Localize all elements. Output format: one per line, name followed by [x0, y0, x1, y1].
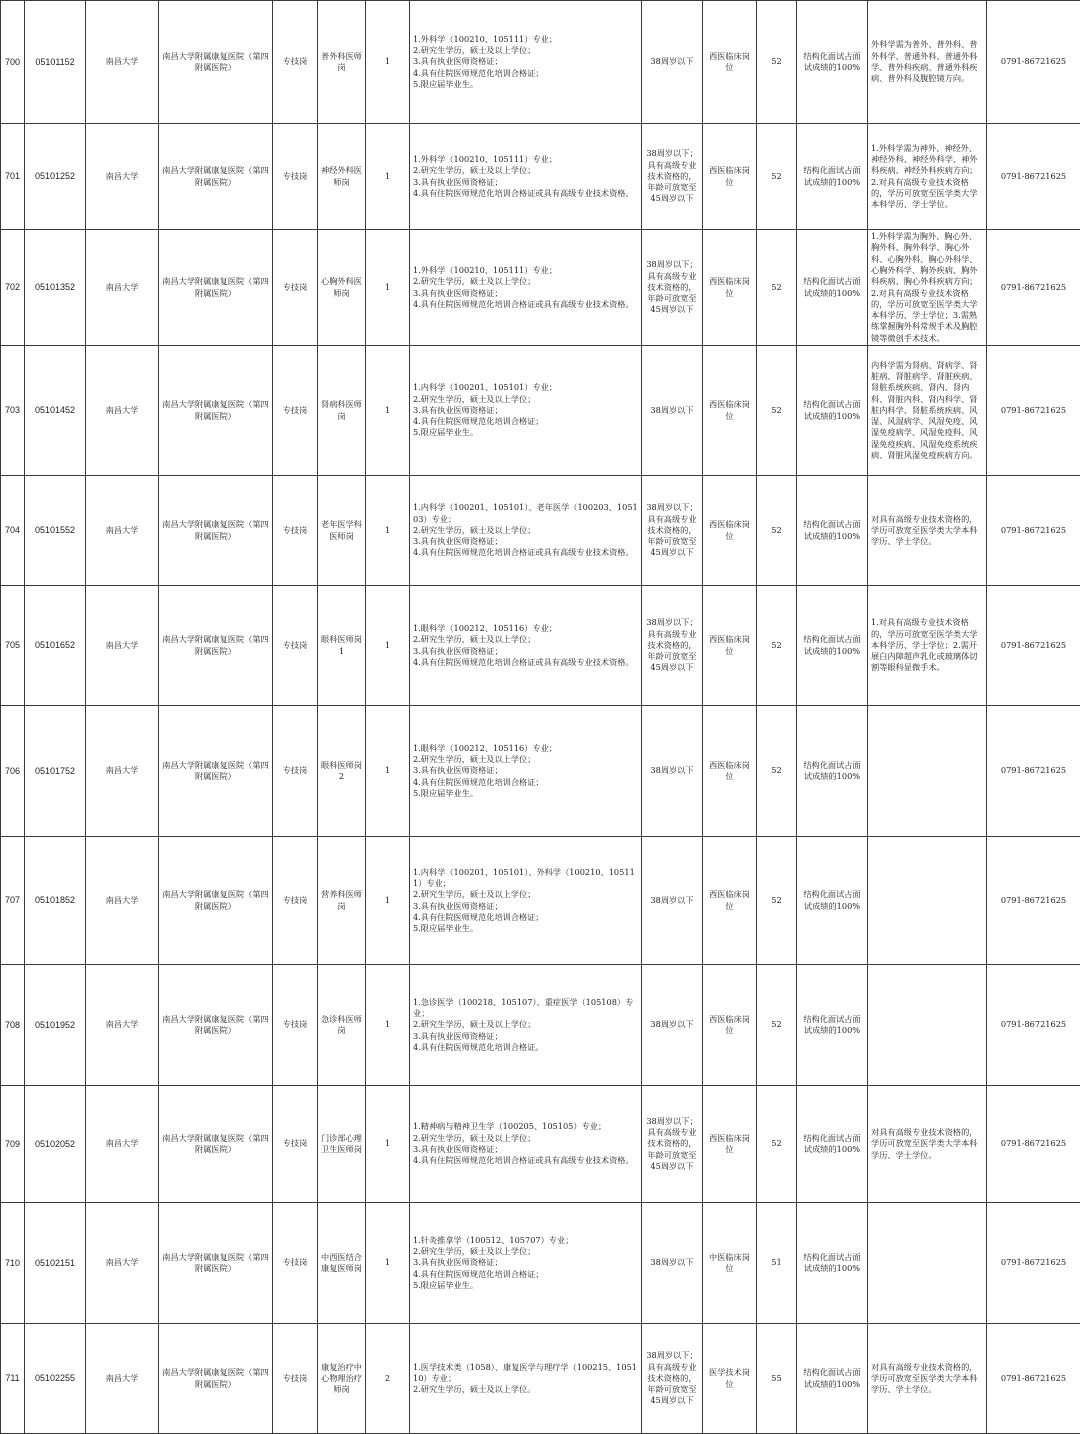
requirement-line: 4.具有住院医师规范化培训合格证或具有高级专业技术资格。 [413, 657, 638, 668]
requirement-line: 1.外科学（100210、105111）专业； [413, 265, 638, 276]
post-type-cell: 西医临床岗位 [703, 124, 757, 230]
category-cell: 专技岗 [273, 965, 318, 1086]
category-cell: 专技岗 [273, 476, 318, 586]
employer-cell: 南昌大学附属康复医院（第四附属医院） [159, 1203, 273, 1324]
interview-cell: 结构化面试占面试成绩的100% [797, 1324, 868, 1434]
unit-cell: 南昌大学 [86, 346, 159, 476]
unit-cell: 南昌大学 [86, 965, 159, 1086]
age-cell: 38周岁以下 [642, 965, 703, 1086]
notes-cell: 1.对具有高级专业技术资格的，学历可放宽至医学类大学本科学历、学士学位；2.需开展白内障超声乳化或玻璃体切割等眼科显微手术。 [868, 586, 987, 706]
requirement-line: 5.限应届毕业生。 [413, 1280, 638, 1291]
age-cell: 38周岁以下 [642, 1203, 703, 1324]
requirement-line: 3.具有执业医师资格证； [413, 536, 638, 547]
post-name-cell: 急诊科医师岗 [318, 965, 366, 1086]
requirement-line: 4.具有住院医师规范化培训合格证； [413, 416, 638, 427]
count-cell: 1 [366, 965, 410, 1086]
notes-cell: 1.外科学需为胸外、胸心外、胸外科、胸外科学、胸心外科、心胸外科、胸心外科学、心胸外科学、胸外疾病、胸外科疾病、胸心外科疾病方向；2.对具有高级专业技术资格的，学历可放宽至医学类大学本科学历、学士学位；3.需熟练掌握胸外科常规手术及胸腔镜等微创手术技术。 [868, 230, 987, 346]
employer-cell: 南昌大学附属康复医院（第四附属医院） [159, 1086, 273, 1203]
post-code-cell: 05101852 [25, 837, 86, 965]
requirements-cell [410, 346, 642, 476]
exam-code-cell: 52 [757, 837, 797, 965]
table-row [1, 1, 1080, 124]
post-type-cell: 西医临床岗位 [703, 1086, 757, 1203]
table-row [1, 586, 1080, 706]
notes-cell: 对具有高级专业技术资格的，学历可放宽至医学类大学本科学历、学士学位。 [868, 476, 987, 586]
requirement-line: 3.具有执业医师资格证； [413, 56, 638, 67]
post-name-cell: 肾病科医师岗 [318, 346, 366, 476]
interview-cell: 结构化面试占面试成绩的100% [797, 476, 868, 586]
requirements-cell [410, 230, 642, 346]
requirement-line: 1.眼科学（100212、105116）专业； [413, 743, 638, 754]
exam-code-cell: 52 [757, 965, 797, 1086]
seq-cell: 704 [1, 476, 25, 586]
requirement-line: 2.研究生学历，硕士及以上学位； [413, 1019, 638, 1030]
exam-code-cell: 52 [757, 1, 797, 124]
requirement-line: 3.具有执业医师资格证； [413, 901, 638, 912]
unit-cell: 南昌大学 [86, 124, 159, 230]
table-row [1, 1324, 1080, 1434]
notes-cell: 对具有高级专业技术资格的，学历可放宽至医学类大学本科学历、学士学位。 [868, 1324, 987, 1434]
interview-cell: 结构化面试占面试成绩的100% [797, 1, 868, 124]
requirement-line: 1.急诊医学（100218、105107）、重症医学（105108）专业； [413, 997, 638, 1020]
table-row [1, 230, 1080, 346]
requirement-line: 2.研究生学历，硕士及以上学位； [413, 394, 638, 405]
requirement-line: 4.具有住院医师规范化培训合格证； [413, 68, 638, 79]
age-cell: 38周岁以下 [642, 837, 703, 965]
exam-code-cell: 52 [757, 706, 797, 837]
exam-code-cell: 52 [757, 1086, 797, 1203]
category-cell: 专技岗 [273, 1, 318, 124]
interview-cell: 结构化面试占面试成绩的100% [797, 1203, 868, 1324]
phone-cell: 0791-86721625 [987, 476, 1080, 586]
post-type-cell: 西医临床岗位 [703, 586, 757, 706]
interview-cell: 结构化面试占面试成绩的100% [797, 586, 868, 706]
table-row [1, 706, 1080, 837]
unit-cell: 南昌大学 [86, 476, 159, 586]
requirement-line: 4.具有住院医师规范化培训合格证； [413, 1269, 638, 1280]
requirement-line: 3.具有执业医师资格证； [413, 288, 638, 299]
requirement-line: 2.研究生学历，硕士及以上学位； [413, 525, 638, 536]
notes-cell [868, 1203, 987, 1324]
requirement-line: 3.具有执业医师资格证； [413, 1144, 638, 1155]
phone-cell: 0791-86721625 [987, 837, 1080, 965]
interview-cell: 结构化面试占面试成绩的100% [797, 837, 868, 965]
requirement-line: 3.具有执业医师资格证； [413, 646, 638, 657]
post-type-cell: 医学技术岗位 [703, 1324, 757, 1434]
interview-cell: 结构化面试占面试成绩的100% [797, 230, 868, 346]
unit-cell: 南昌大学 [86, 1203, 159, 1324]
category-cell: 专技岗 [273, 1086, 318, 1203]
post-type-cell: 西医临床岗位 [703, 346, 757, 476]
unit-cell: 南昌大学 [86, 1086, 159, 1203]
age-cell: 38周岁以下；具有高级专业技术资格的，年龄可放宽至45周岁以下 [642, 230, 703, 346]
post-code-cell: 05101752 [25, 706, 86, 837]
requirement-line: 4.具有住院医师规范化培训合格证或具有高级专业技术资格。 [413, 188, 638, 199]
post-code-cell: 05102151 [25, 1203, 86, 1324]
interview-cell: 结构化面试占面试成绩的100% [797, 124, 868, 230]
requirements-cell [410, 965, 642, 1086]
post-code-cell: 05102052 [25, 1086, 86, 1203]
phone-cell: 0791-86721625 [987, 965, 1080, 1086]
requirement-line: 4.具有住院医师规范化培训合格证或具有高级专业技术资格。 [413, 299, 638, 310]
count-cell: 1 [366, 1, 410, 124]
category-cell: 专技岗 [273, 706, 318, 837]
phone-cell: 0791-86721625 [987, 1203, 1080, 1324]
post-name-cell: 神经外科医师岗 [318, 124, 366, 230]
requirements-cell [410, 476, 642, 586]
seq-cell: 703 [1, 346, 25, 476]
requirement-line: 1.眼科学（100212、105116）专业； [413, 623, 638, 634]
requirement-line: 3.具有执业医师资格证； [413, 1257, 638, 1268]
count-cell: 1 [366, 476, 410, 586]
seq-cell: 710 [1, 1203, 25, 1324]
count-cell: 1 [366, 586, 410, 706]
requirements-cell [410, 1, 642, 124]
post-name-cell: 眼科医师岗2 [318, 706, 366, 837]
employer-cell: 南昌大学附属康复医院（第四附属医院） [159, 230, 273, 346]
table-body [1, 1, 1080, 1434]
table-row [1, 965, 1080, 1086]
interview-cell: 结构化面试占面试成绩的100% [797, 706, 868, 837]
employer-cell: 南昌大学附属康复医院（第四附属医院） [159, 965, 273, 1086]
post-code-cell: 05101352 [25, 230, 86, 346]
requirements-cell [410, 1324, 642, 1434]
requirement-line: 5.限应届毕业生。 [413, 427, 638, 438]
requirements-cell [410, 124, 642, 230]
requirement-line: 1.针灸推拿学（100512、105707）专业； [413, 1235, 638, 1246]
phone-cell: 0791-86721625 [987, 124, 1080, 230]
employer-cell: 南昌大学附属康复医院（第四附属医院） [159, 706, 273, 837]
interview-cell: 结构化面试占面试成绩的100% [797, 346, 868, 476]
requirement-line: 3.具有执业医师资格证； [413, 177, 638, 188]
notes-cell [868, 965, 987, 1086]
table-row [1, 124, 1080, 230]
seq-cell: 709 [1, 1086, 25, 1203]
requirement-line: 5.限应届毕业生。 [413, 79, 638, 90]
requirement-line: 2.研究生学历，硕士及以上学位； [413, 754, 638, 765]
count-cell: 2 [366, 1324, 410, 1434]
post-code-cell: 05101152 [25, 1, 86, 124]
unit-cell: 南昌大学 [86, 1324, 159, 1434]
category-cell: 专技岗 [273, 346, 318, 476]
seq-cell: 705 [1, 586, 25, 706]
post-name-cell: 老年医学科医师岗 [318, 476, 366, 586]
exam-code-cell: 51 [757, 1203, 797, 1324]
employer-cell: 南昌大学附属康复医院（第四附属医院） [159, 346, 273, 476]
requirement-line: 2.研究生学历，硕士及以上学位； [413, 634, 638, 645]
post-name-cell: 康复治疗中心物理治疗师岗 [318, 1324, 366, 1434]
age-cell: 38周岁以下 [642, 1, 703, 124]
phone-cell: 0791-86721625 [987, 230, 1080, 346]
exam-code-cell: 52 [757, 586, 797, 706]
post-name-cell: 营养科医师岗 [318, 837, 366, 965]
requirement-line: 4.具有住院医师规范化培训合格证； [413, 777, 638, 788]
requirement-line: 3.具有执业医师资格证； [413, 405, 638, 416]
requirement-line: 3.具有执业医师资格证； [413, 1031, 638, 1042]
unit-cell: 南昌大学 [86, 1, 159, 124]
age-cell: 38周岁以下；具有高级专业技术资格的，年龄可放宽至45周岁以下 [642, 1086, 703, 1203]
exam-code-cell: 55 [757, 1324, 797, 1434]
post-code-cell: 05101652 [25, 586, 86, 706]
requirement-line: 5.限应届毕业生。 [413, 788, 638, 799]
requirement-line: 2.研究生学历，硕士及以上学位； [413, 1133, 638, 1144]
post-code-cell: 05101552 [25, 476, 86, 586]
post-code-cell: 05101952 [25, 965, 86, 1086]
post-type-cell: 中医临床岗位 [703, 1203, 757, 1324]
requirement-line: 4.具有住院医师规范化培训合格证或具有高级专业技术资格。 [413, 547, 638, 558]
table-row [1, 1203, 1080, 1324]
requirements-cell [410, 1203, 642, 1324]
requirement-line: 1.内科学（100201、105101）、老年医学（100203、105103）专业； [413, 502, 638, 525]
requirement-line: 4.具有住院医师规范化培训合格证。 [413, 1042, 638, 1053]
requirements-cell [410, 837, 642, 965]
exam-code-cell: 52 [757, 346, 797, 476]
employer-cell: 南昌大学附属康复医院（第四附属医院） [159, 586, 273, 706]
post-code-cell: 05102255 [25, 1324, 86, 1434]
employer-cell: 南昌大学附属康复医院（第四附属医院） [159, 837, 273, 965]
notes-cell: 外科学需为普外、普外科、普外科学、普通外科、普通外科学、普外科疾病、普通外科疾病、普外科及腹腔镜方向。 [868, 1, 987, 124]
post-name-cell: 普外科医师岗 [318, 1, 366, 124]
exam-code-cell: 52 [757, 230, 797, 346]
age-cell: 38周岁以下 [642, 346, 703, 476]
category-cell: 专技岗 [273, 124, 318, 230]
post-name-cell: 心胸外科医师岗 [318, 230, 366, 346]
exam-code-cell: 52 [757, 124, 797, 230]
post-code-cell: 05101252 [25, 124, 86, 230]
category-cell: 专技岗 [273, 230, 318, 346]
post-type-cell: 西医临床岗位 [703, 476, 757, 586]
seq-cell: 707 [1, 837, 25, 965]
requirement-line: 1.医学技术类（1058）、康复医学与理疗学（100215、105110）专业； [413, 1362, 638, 1385]
requirement-line: 4.具有住院医师规范化培训合格证； [413, 912, 638, 923]
post-name-cell: 门诊部心理卫生医师岗 [318, 1086, 366, 1203]
seq-cell: 706 [1, 706, 25, 837]
requirement-line: 1.外科学（100210、105111）专业； [413, 154, 638, 165]
table-row [1, 476, 1080, 586]
post-type-cell: 西医临床岗位 [703, 837, 757, 965]
post-code-cell: 05101452 [25, 346, 86, 476]
count-cell: 1 [366, 230, 410, 346]
post-type-cell: 西医临床岗位 [703, 706, 757, 837]
seq-cell: 702 [1, 230, 25, 346]
exam-code-cell: 52 [757, 476, 797, 586]
category-cell: 专技岗 [273, 1324, 318, 1434]
unit-cell: 南昌大学 [86, 706, 159, 837]
interview-cell: 结构化面试占面试成绩的100% [797, 1086, 868, 1203]
seq-cell: 711 [1, 1324, 25, 1434]
requirement-line: 3.具有执业医师资格证； [413, 765, 638, 776]
phone-cell: 0791-86721625 [987, 1324, 1080, 1434]
age-cell: 38周岁以下 [642, 706, 703, 837]
table-row [1, 346, 1080, 476]
phone-cell: 0791-86721625 [987, 1, 1080, 124]
employer-cell: 南昌大学附属康复医院（第四附属医院） [159, 1324, 273, 1434]
post-type-cell: 西医临床岗位 [703, 230, 757, 346]
requirement-line: 2.研究生学历，硕士及以上学位； [413, 45, 638, 56]
requirement-line: 1.内科学（100201、105101）专业； [413, 382, 638, 393]
employer-cell: 南昌大学附属康复医院（第四附属医院） [159, 1, 273, 124]
post-name-cell: 眼科医师岗1 [318, 586, 366, 706]
category-cell: 专技岗 [273, 586, 318, 706]
table-row [1, 837, 1080, 965]
count-cell: 1 [366, 706, 410, 837]
unit-cell: 南昌大学 [86, 586, 159, 706]
requirement-line: 2.研究生学历，硕士及以上学位； [413, 889, 638, 900]
unit-cell: 南昌大学 [86, 230, 159, 346]
employer-cell: 南昌大学附属康复医院（第四附属医院） [159, 476, 273, 586]
requirement-line: 4.具有住院医师规范化培训合格证或具有高级专业技术资格。 [413, 1155, 638, 1166]
notes-cell: 内科学需为肾病、肾病学、肾脏病、肾脏病学、肾脏疾病、肾脏系统疾病、肾内、肾内科、肾脏内科、肾内科学、肾脏内科学、肾脏系统疾病、风湿、风湿病学、风湿免疫、风湿免疫病学、风湿免疫科、风湿免疫疾病、风湿免疫系统疾病、肾脏风湿免疫疾病方向。 [868, 346, 987, 476]
age-cell: 38周岁以下；具有高级专业技术资格的，年龄可放宽至45周岁以下 [642, 124, 703, 230]
phone-cell: 0791-86721625 [987, 586, 1080, 706]
requirement-line: 2.研究生学历，硕士及以上学位； [413, 165, 638, 176]
notes-cell [868, 706, 987, 837]
phone-cell: 0791-86721625 [987, 346, 1080, 476]
category-cell: 专技岗 [273, 837, 318, 965]
post-type-cell: 西医临床岗位 [703, 1, 757, 124]
seq-cell: 700 [1, 1, 25, 124]
phone-cell: 0791-86721625 [987, 706, 1080, 837]
count-cell: 1 [366, 346, 410, 476]
table-row [1, 1086, 1080, 1203]
count-cell: 1 [366, 837, 410, 965]
category-cell: 专技岗 [273, 1203, 318, 1324]
interview-cell: 结构化面试占面试成绩的100% [797, 965, 868, 1086]
requirement-line: 1.精神病与精神卫生学（100205、105105）专业； [413, 1121, 638, 1132]
notes-cell: 1.外科学需为神外、神经外、神经外科、神经外科学、神外科疾病、神经外科疾病方向；2.对具有高级专业技术资格的，学历可放宽至医学类大学本科学历、学士学位。 [868, 124, 987, 230]
requirements-cell [410, 706, 642, 837]
employer-cell: 南昌大学附属康复医院（第四附属医院） [159, 124, 273, 230]
requirement-line: 5.限应届毕业生。 [413, 923, 638, 934]
post-type-cell: 西医临床岗位 [703, 965, 757, 1086]
unit-cell: 南昌大学 [86, 837, 159, 965]
requirements-cell [410, 1086, 642, 1203]
count-cell: 1 [366, 1086, 410, 1203]
seq-cell: 708 [1, 965, 25, 1086]
age-cell: 38周岁以下；具有高级专业技术资格的，年龄可放宽至45周岁以下 [642, 1324, 703, 1434]
seq-cell: 701 [1, 124, 25, 230]
age-cell: 38周岁以下；具有高级专业技术资格的，年龄可放宽至45周岁以下 [642, 476, 703, 586]
requirement-line: 2.研究生学历，硕士及以上学位。 [413, 1384, 638, 1395]
requirement-line: 1.外科学（100210、105111）专业； [413, 34, 638, 45]
requirement-line: 2.研究生学历，硕士及以上学位； [413, 276, 638, 287]
requirement-line: 2.研究生学历，硕士及以上学位； [413, 1246, 638, 1257]
age-cell: 38周岁以下；具有高级专业技术资格的，年龄可放宽至45周岁以下 [642, 586, 703, 706]
notes-cell: 对具有高级专业技术资格的，学历可放宽至医学类大学本科学历、学士学位。 [868, 1086, 987, 1203]
notes-cell [868, 837, 987, 965]
count-cell: 1 [366, 124, 410, 230]
phone-cell: 0791-86721625 [987, 1086, 1080, 1203]
requirements-cell [410, 586, 642, 706]
post-name-cell: 中西医结合康复医师岗 [318, 1203, 366, 1324]
requirement-line: 1.内科学（100201、105101）、外科学（100210、105111）专业； [413, 867, 638, 890]
count-cell: 1 [366, 1203, 410, 1324]
